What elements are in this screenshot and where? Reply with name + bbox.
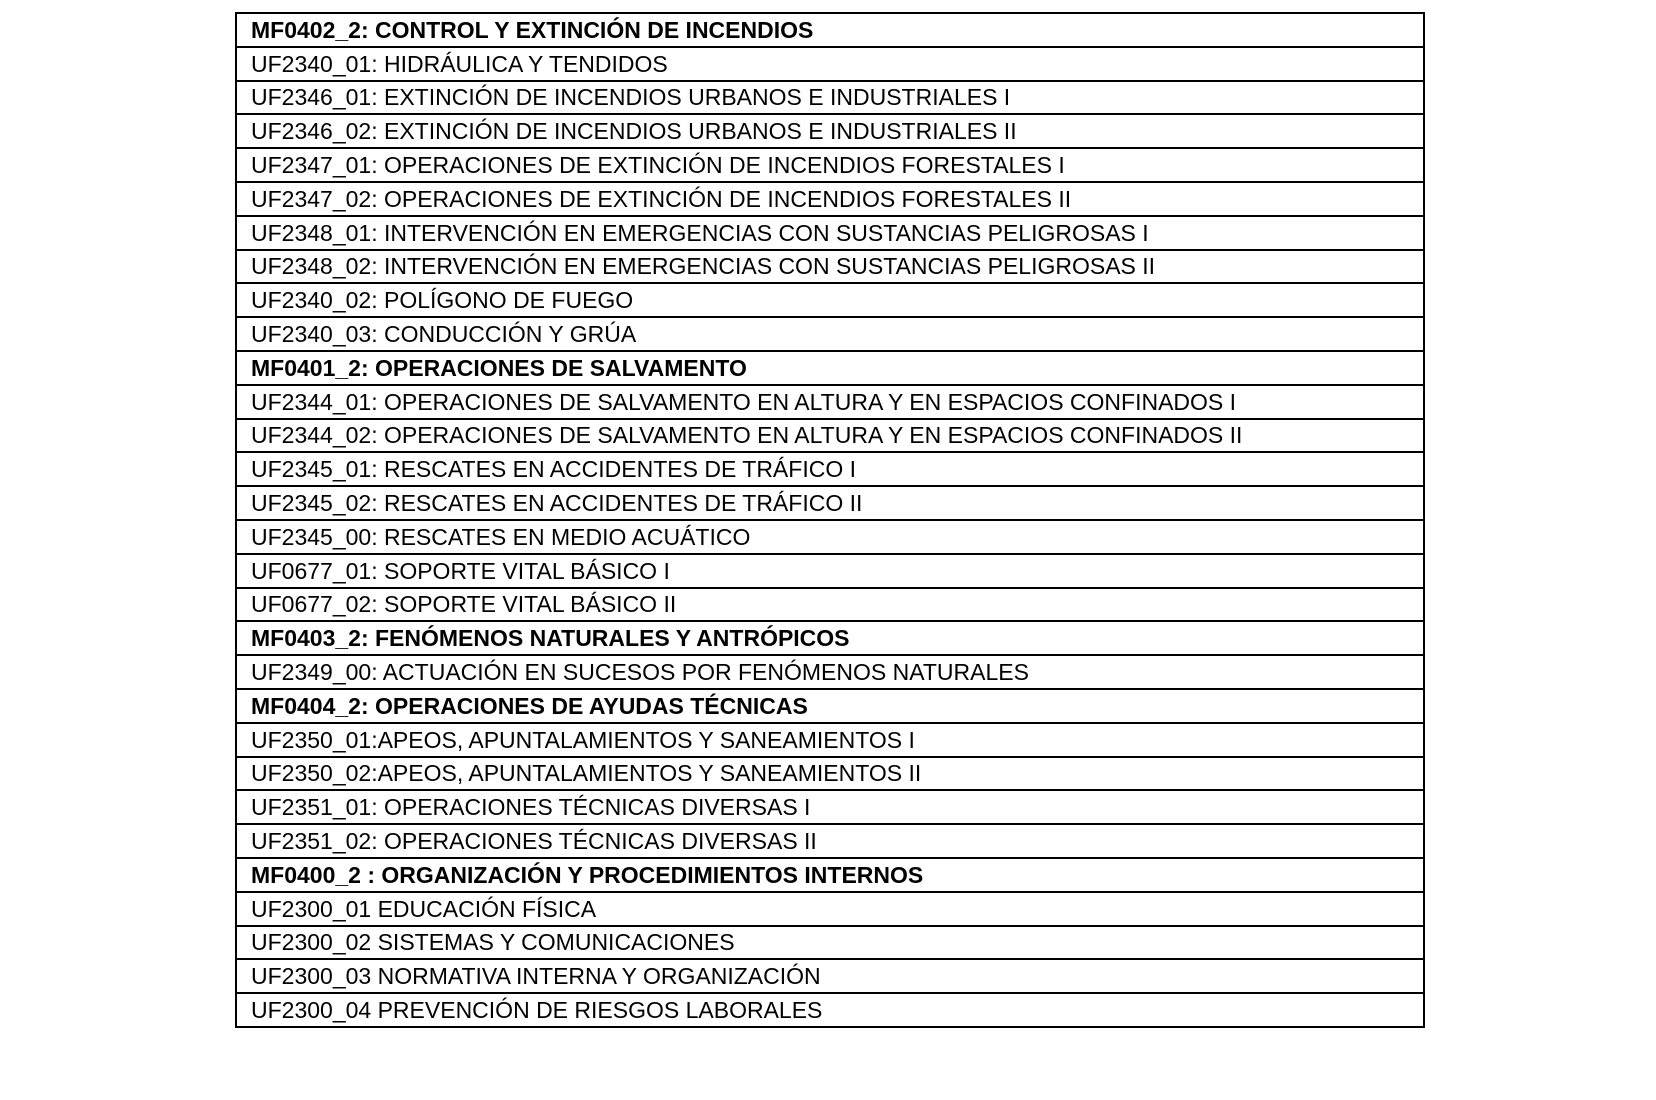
unit-row (236, 148, 1424, 182)
unit-row (236, 419, 1424, 453)
unit-title-cell: UF2351_02: OPERACIONES TÉCNICAS DIVERSAS II (236, 824, 1424, 858)
unit-title-cell: UF2340_01: HIDRÁULICA Y TENDIDOS (236, 47, 1424, 81)
unit-row (236, 81, 1424, 115)
unit-row (236, 47, 1424, 81)
unit-title-cell: UF2348_02: INTERVENCIÓN EN EMERGENCIAS CON SUSTANCIAS PELIGROSAS II (236, 250, 1424, 284)
unit-title-cell: UF2340_03: CONDUCCIÓN Y GRÚA (236, 317, 1424, 351)
unit-title-cell: UF2344_02: OPERACIONES DE SALVAMENTO EN ALTURA Y EN ESPACIOS CONFINADOS II (236, 419, 1424, 453)
unit-title-cell: UF2346_01: EXTINCIÓN DE INCENDIOS URBANOS E INDUSTRIALES I (236, 81, 1424, 115)
unit-row (236, 790, 1424, 824)
unit-row (236, 283, 1424, 317)
unit-row (236, 114, 1424, 148)
unit-title-cell: UF2347_01: OPERACIONES DE EXTINCIÓN DE INCENDIOS FORESTALES I (236, 148, 1424, 182)
module-header-row (236, 858, 1424, 892)
unit-row (236, 892, 1424, 926)
unit-row (236, 993, 1424, 1027)
training-modules-table-body (236, 13, 1424, 1027)
unit-row (236, 486, 1424, 520)
unit-row (236, 926, 1424, 960)
unit-title-cell: UF2300_03 NORMATIVA INTERNA Y ORGANIZACIÓN (236, 959, 1424, 993)
unit-title-cell: UF2346_02: EXTINCIÓN DE INCENDIOS URBANOS E INDUSTRIALES II (236, 114, 1424, 148)
module-header-row (236, 351, 1424, 385)
unit-title-cell: UF2345_01: RESCATES EN ACCIDENTES DE TRÁFICO I (236, 452, 1424, 486)
unit-title-cell: UF2345_00: RESCATES EN MEDIO ACUÁTICO (236, 520, 1424, 554)
unit-row (236, 959, 1424, 993)
unit-title-cell: UF0677_02: SOPORTE VITAL BÁSICO II (236, 588, 1424, 622)
module-title-cell: MF0404_2: OPERACIONES DE AYUDAS TÉCNICAS (236, 689, 1424, 723)
module-header-row (236, 13, 1424, 47)
module-header-row (236, 621, 1424, 655)
unit-row (236, 250, 1424, 284)
unit-title-cell: UF2344_01: OPERACIONES DE SALVAMENTO EN ALTURA Y EN ESPACIOS CONFINADOS I (236, 385, 1424, 419)
module-title-cell: MF0402_2: CONTROL Y EXTINCIÓN DE INCENDIOS (236, 13, 1424, 47)
unit-title-cell: UF2350_02:APEOS, APUNTALAMIENTOS Y SANEAMIENTOS II (236, 757, 1424, 791)
module-header-row (236, 689, 1424, 723)
unit-row (236, 216, 1424, 250)
unit-row (236, 452, 1424, 486)
unit-row (236, 757, 1424, 791)
unit-row (236, 317, 1424, 351)
unit-title-cell: UF2340_02: POLÍGONO DE FUEGO (236, 283, 1424, 317)
unit-row (236, 655, 1424, 689)
unit-title-cell: UF2349_00: ACTUACIÓN EN SUCESOS POR FENÓMENOS NATURALES (236, 655, 1424, 689)
unit-title-cell: UF2300_04 PREVENCIÓN DE RIESGOS LABORALES (236, 993, 1424, 1027)
module-title-cell: MF0400_2 : ORGANIZACIÓN Y PROCEDIMIENTOS INTERNOS (236, 858, 1424, 892)
unit-title-cell: UF2347_02: OPERACIONES DE EXTINCIÓN DE INCENDIOS FORESTALES II (236, 182, 1424, 216)
unit-row (236, 520, 1424, 554)
unit-row (236, 385, 1424, 419)
unit-title-cell: UF0677_01: SOPORTE VITAL BÁSICO I (236, 554, 1424, 588)
unit-row (236, 588, 1424, 622)
unit-title-cell: UF2345_02: RESCATES EN ACCIDENTES DE TRÁFICO II (236, 486, 1424, 520)
module-title-cell: MF0401_2: OPERACIONES DE SALVAMENTO (236, 351, 1424, 385)
unit-title-cell: UF2348_01: INTERVENCIÓN EN EMERGENCIAS CON SUSTANCIAS PELIGROSAS I (236, 216, 1424, 250)
unit-row (236, 554, 1424, 588)
module-title-cell: MF0403_2: FENÓMENOS NATURALES Y ANTRÓPICOS (236, 621, 1424, 655)
unit-title-cell: UF2351_01: OPERACIONES TÉCNICAS DIVERSAS I (236, 790, 1424, 824)
training-modules-table (235, 12, 1425, 1028)
unit-row (236, 723, 1424, 757)
unit-title-cell: UF2350_01:APEOS, APUNTALAMIENTOS Y SANEAMIENTOS I (236, 723, 1424, 757)
unit-title-cell: UF2300_02 SISTEMAS Y COMUNICACIONES (236, 926, 1424, 960)
unit-row (236, 824, 1424, 858)
unit-row (236, 182, 1424, 216)
unit-title-cell: UF2300_01 EDUCACIÓN FÍSICA (236, 892, 1424, 926)
